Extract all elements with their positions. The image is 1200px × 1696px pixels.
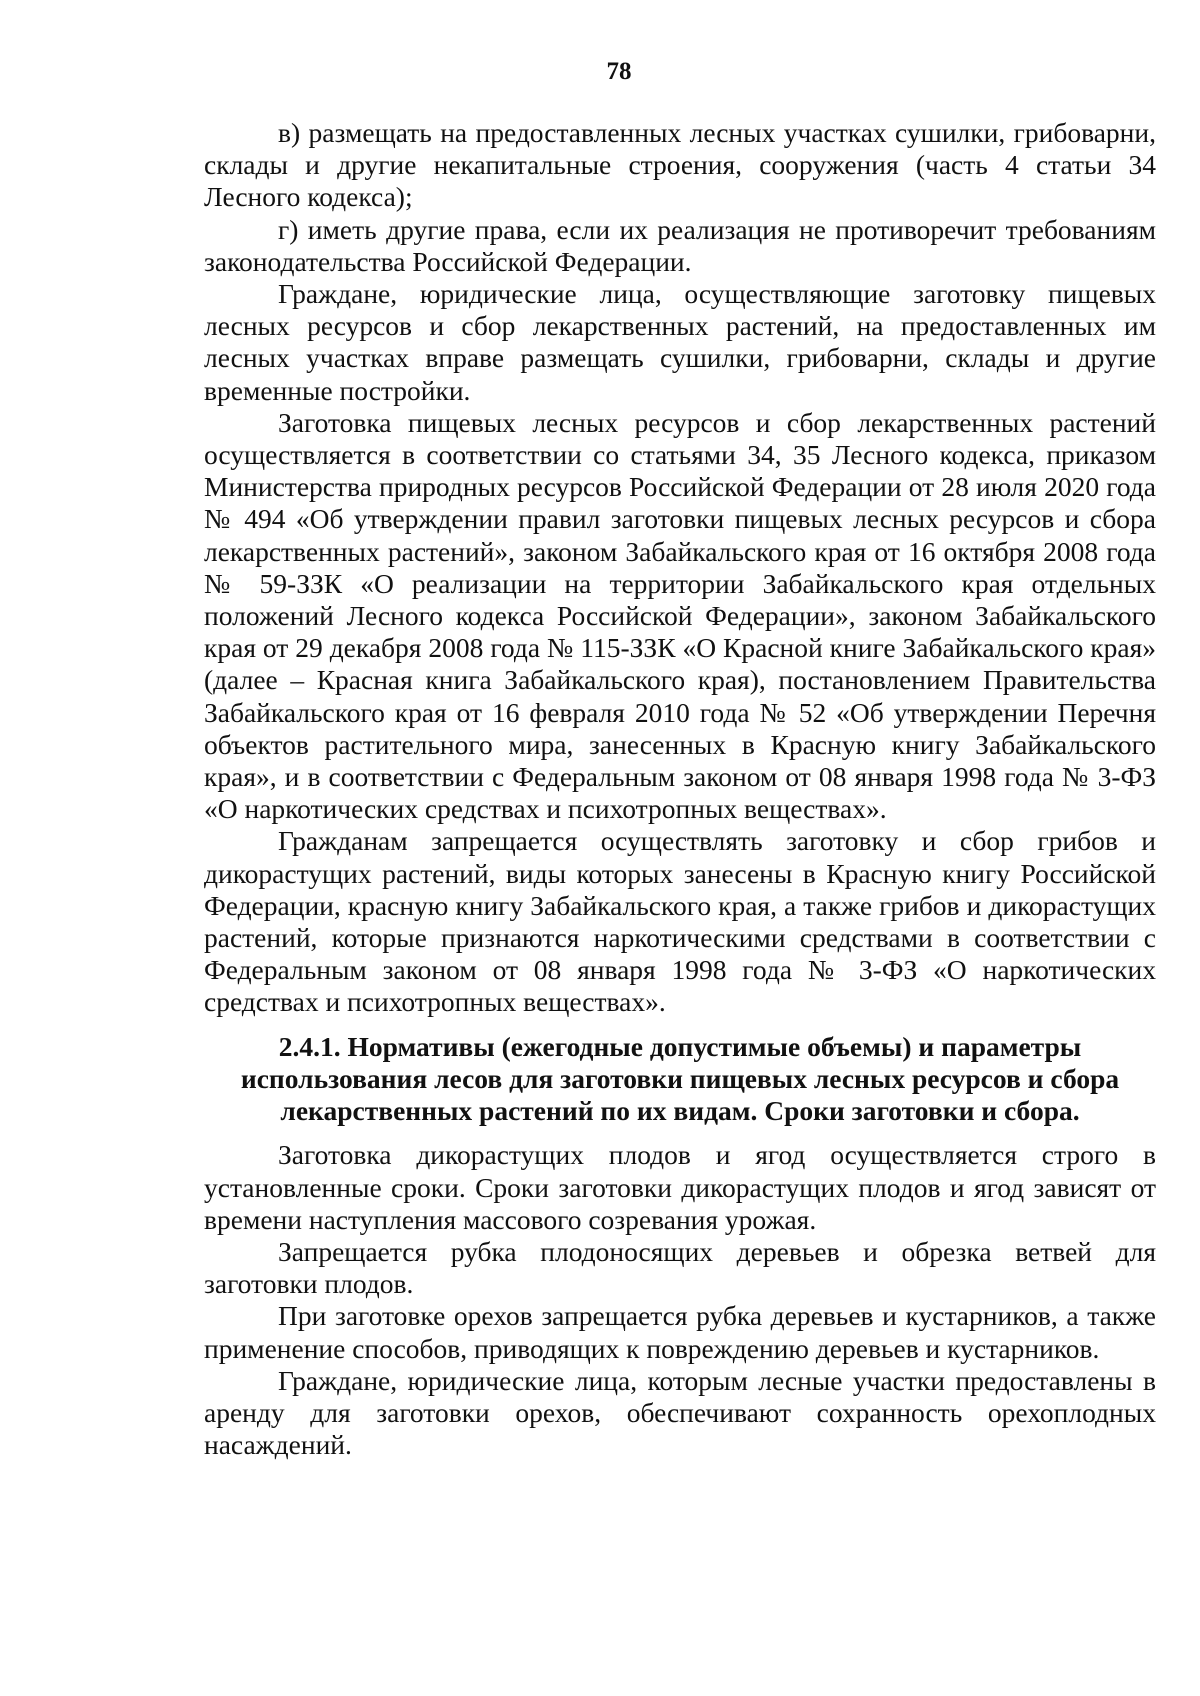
paragraph-prohibitions: Гражданам запрещается осуществлять заготовку и сбор грибов и дикорастущих растений, виды которых занесены в Красную книгу Российской Федерации, красную книгу Забайкальского края, а также грибов и дикорастущих растений, которые признаются наркотическими средствами в соответствии с Федеральным законом от 08 января 1998 года № 3-ФЗ «О наркотических средствах и психотропных веществах». (204, 825, 1156, 1018)
paragraph-rights-v: в) размещать на предоставленных лесных участках сушилки, грибоварни, склады и другие некапитальные строения, сооружения (часть 4 статьи 34 Лесного кодекса); (204, 117, 1156, 213)
paragraph-cutting-prohibited: Запрещается рубка плодоносящих деревьев и обрезка ветвей для заготовки плодов. (204, 1235, 1156, 1300)
paragraph-harvest-terms: Заготовка дикорастущих плодов и ягод осуществляется строго в установленные сроки. Сроки заготовки дикорастущих плодов и ягод зависят от времени наступления массового созревания урожая. (204, 1139, 1156, 1235)
paragraph-lease-obligations: Граждане, юридические лица, которым лесные участки предоставлены в аренду для заготовки орехов, обеспечивают сохранность орехоплодных насаждений. (204, 1364, 1156, 1461)
document-body (204, 117, 1156, 1461)
paragraph-nut-harvest: При заготовке орехов запрещается рубка деревьев и кустарников, а также применение способов, приводящих к повреждению деревьев и кустарников. (204, 1300, 1156, 1364)
section-heading: 2.4.1. Нормативы (ежегодные допустимые объемы) и параметры использования лесов для заготовки пищевых лесных ресурсов и сбора лекарственных растений по их видам. Сроки заготовки и сбора. (240, 1030, 1120, 1127)
paragraph-temporary-buildings: Граждане, юридические лица, осуществляющие заготовку пищевых лесных ресурсов и сбор лекарственных растений, на предоставленных им лесных участках вправе размещать сушилки, грибоварни, склады и другие временные постройки. (204, 278, 1156, 406)
paragraph-legal-basis: Заготовка пищевых лесных ресурсов и сбор лекарственных растений осуществляется в соответствии со статьями 34, 35 Лесного кодекса, приказом Министерства природных ресурсов Российской Федерации от 28 июля 2020 года № 494 «Об утверждении правил заготовки пищевых лесных ресурсов и сбора лекарственных растений», законом Забайкальского края от 16 октября 2008 года № 59-ЗЗК «О реализации на территории Забайкальского края отдельных положений Лесного кодекса Российской Федерации», законом Забайкальского края от 29 декабря 2008 года № 115-ЗЗК «О Красной книге Забайкальского края» (далее – Красная книга Забайкальского края), постановлением Правительства Забайкальского края от 16 февраля 2010 года № 52 «Об утверждении Перечня объектов растительного мира, занесенных в Красную книгу Забайкальского края», и в соответствии с Федеральным законом от 08 января 1998 года № 3-ФЗ «О наркотических средствах и психотропных веществах». (204, 406, 1156, 825)
page-number: 78 (606, 58, 632, 85)
paragraph-rights-g: г) иметь другие права, если их реализация не противоречит требованиям законодательства Российской Федерации. (204, 213, 1156, 277)
